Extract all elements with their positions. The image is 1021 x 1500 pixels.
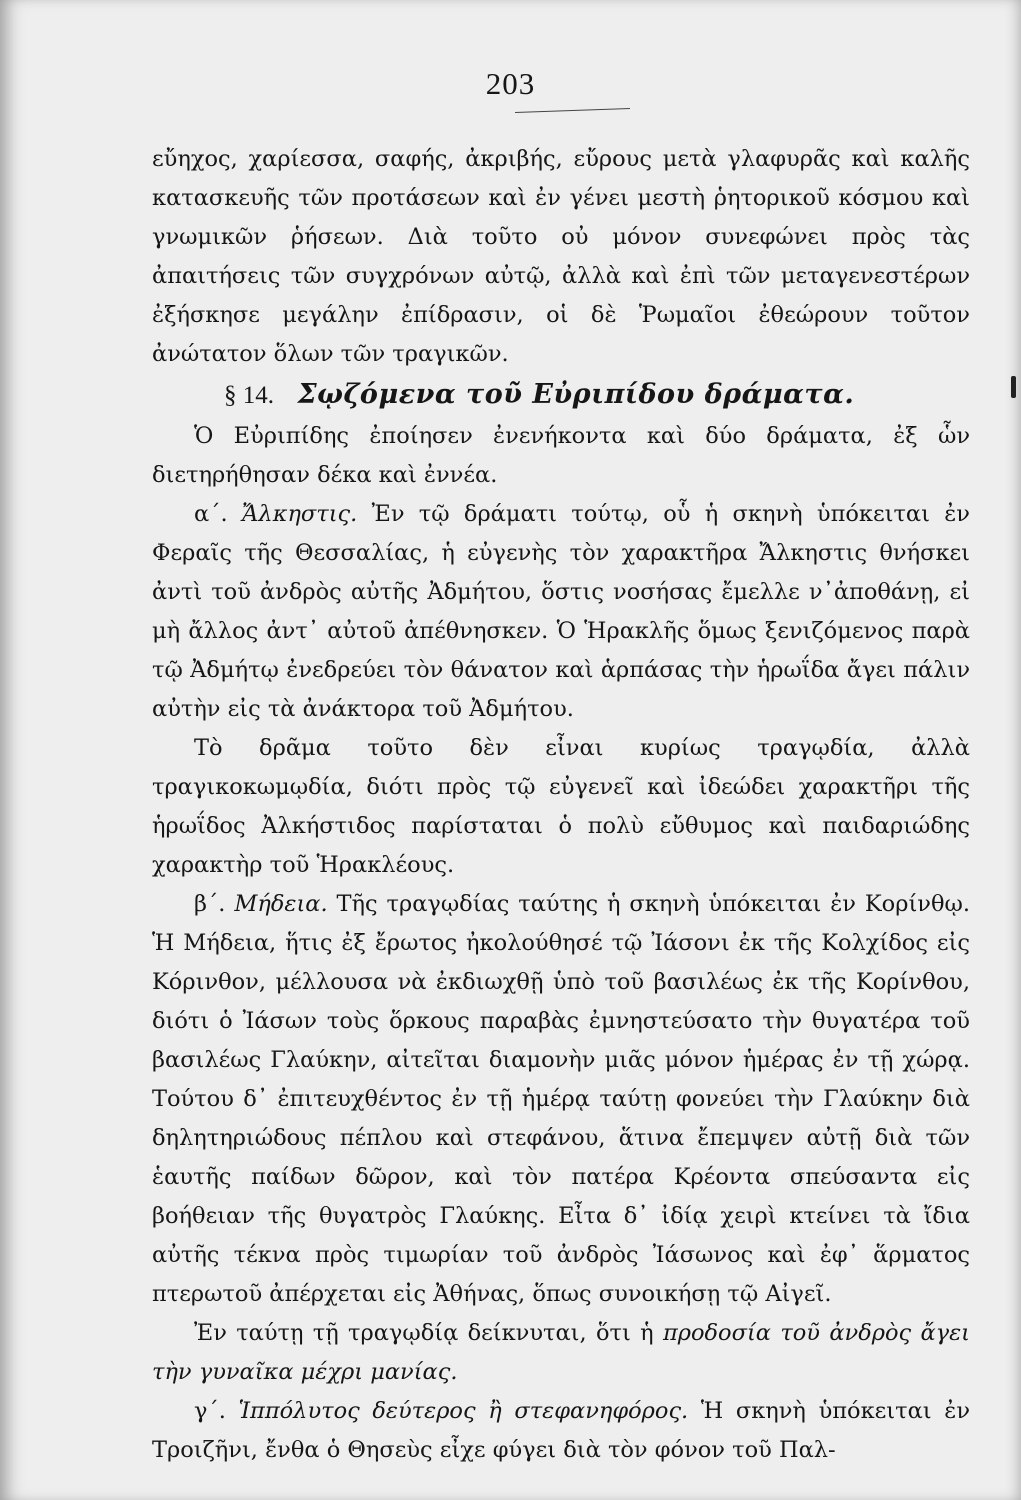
medeia-title: Μήδεια. [234, 891, 328, 917]
body-text [152, 140, 970, 1470]
play-medeia [152, 885, 970, 1314]
section-number: § 14. [224, 382, 274, 409]
play-hippolytos [152, 1392, 970, 1470]
paragraph-3: Τὸ δρᾶμα τοῦτο δὲν εἶναι κυρίως τραγῳδία, ἀλλὰ τραγικοκωμῳδία, διότι πρὸς τῷ εὐγενεῖ καὶ ἰδεώδει χαρακτῆρι τῆς ἡρωΐδος Ἀλκήστιδος παρίσταται ὁ πολὺ εὔθυμος καὶ παιδαριώδης χαρακτὴρ τοῦ Ἡρακλέους. [152, 735, 970, 878]
paragraph-4-text: Ἐν ταύτῃ τῇ τραγῳδίᾳ δείκνυται, ὅτι ἡ [194, 1320, 663, 1346]
paragraph-1: εὔηχος, χαρίεσσα, σαφής, ἀκριβής, εὔρους μετὰ γλαφυρᾶς καὶ καλῆς κατασκευῆς τῶν προτάσεων καὶ ἐν γένει μεστὴ ῥητορικοῦ κόσμου καὶ γνωμικῶν ῥήσεων. Διὰ τοῦτο οὐ μόνον συνεφώνει πρὸς τὰς ἀπαιτήσεις τῶν συγχρόνων αὐτῷ, ἀλλὰ καὶ ἐπὶ τῶν μεταγενεστέρων ἐξήσκησε μεγάλην ἐπίδρασιν, οἱ δὲ Ῥωμαῖοι ἐθεώρουν τοῦτον ἀνώτατον ὅλων τῶν τραγικῶν. [152, 146, 970, 367]
medeia-text: Τῆς τραγῳδίας ταύτης ἡ σκηνὴ ὑπόκειται ἐν Κορίνθῳ. Ἡ Μήδεια, ἥτις ἐξ ἔρωτος ἠκολούθησέ τῷ Ἰάσονι ἐκ τῆς Κολχίδος εἰς Κόρινθον, μέλλουσα νὰ ἐκδιωχθῇ ὑπὸ τοῦ βασιλέως ἐκ τῆς Κορίνθου, διότι ὁ Ἰάσων τοὺς ὅρκους παραβὰς ἐμνηστεύσατο τὴν θυγατέρα τοῦ βασιλέως Γλαύκην, αἰτεῖται διαμονὴν μιᾶς μόνον ἡμέρας ἐν τῇ χώρᾳ. Τούτου δ᾿ ἐπιτευχθέντος ἐν τῇ ἡμέρᾳ ταύτῃ φονεύει τὴν Γλαύκην διὰ δηλητηριώδους πέπλου καὶ στεφάνου, ἅτινα ἔπεμψεν αὐτῇ διὰ τῶν ἑαυτῆς παίδων δῶρον, καὶ τὸν πατέρα Κρέοντα σπεύσαντα εἰς βοήθειαν τῆς θυγατρὸς Γλαύκης. Εἶτα δ᾿ ἰδίᾳ χειρὶ κτείνει τὰ ἴδια αὐτῆς τέκνα πρὸς τιμωρίαν τοῦ ἀνδρὸς Ἰάσωνος καὶ ἐφ᾿ ἅρματος πτερωτοῦ ἀπέρχεται εἰς Ἀθήνας, ὅπως συνοικήσῃ τῷ Αἰγεῖ. [152, 891, 971, 1307]
play-alkestis [152, 495, 970, 729]
section-title: Σῳζόμενα τοῦ Εὐριπίδου δράματα. [297, 379, 855, 410]
alkestis-title: Ἄλκηστις. [241, 501, 358, 527]
alkestis-marker: α΄. [194, 501, 228, 527]
medeia-marker: β΄. [194, 891, 226, 917]
page-number: 203 [485, 66, 536, 101]
page-number-rule [515, 108, 630, 113]
hippolytos-text: Ἡ σκηνὴ ὑπόκειται ἐν Τροιζῆνι, ἔνθα ὁ Θησεὺς εἶχε φύγει διὰ τὸν φόνον τοῦ Παλ- [152, 1398, 971, 1463]
section-heading [152, 374, 970, 417]
paragraph-4-italic: προδοσία τοῦ ἀνδρὸς ἄγει τὴν γυναῖκα μέχρι μανίας. [152, 1320, 970, 1385]
paragraph-2: Ὁ Εὐριπίδης ἐποίησεν ἐνενήκοντα καὶ δύο δράματα, ἐξ ὧν διετηρήθησαν δέκα καὶ ἐννέα. [152, 423, 970, 488]
alkestis-text: Ἐν τῷ δράματι τούτῳ, οὗ ἡ σκηνὴ ὑπόκειται ἐν Φεραῖς τῆς Θεσσαλίας, ἡ εὐγενὴς τὸν χαρακτῆρα Ἄλκηστις θνήσκει ἀντὶ τοῦ ἀνδρὸς αὐτῆς Ἀδμήτου, ὅστις νοσήσας ἔμελλε ν᾿ἀποθάνῃ, εἰ μὴ ἄλλος ἀντ᾿ αὐτοῦ ἀπέθνησκεν. Ὁ Ἡρακλῆς ὅμως ξενιζόμενος παρὰ τῷ Ἀδμήτῳ ἐνεδρεύει τὸν θάνατον καὶ ἁρπάσας τὴν ἡρωΐδα ἄγει πάλιν αὐτὴν εἰς τὰ ἀνάκτορα τοῦ Ἀδμήτου. [152, 501, 970, 722]
hippolytos-marker: γ΄. [194, 1398, 226, 1424]
margin-ink-mark [1011, 376, 1016, 398]
hippolytos-title: Ἱππόλυτος δεύτερος ἢ στεφανηφόρος. [238, 1398, 689, 1424]
paragraph-4 [152, 1314, 970, 1392]
